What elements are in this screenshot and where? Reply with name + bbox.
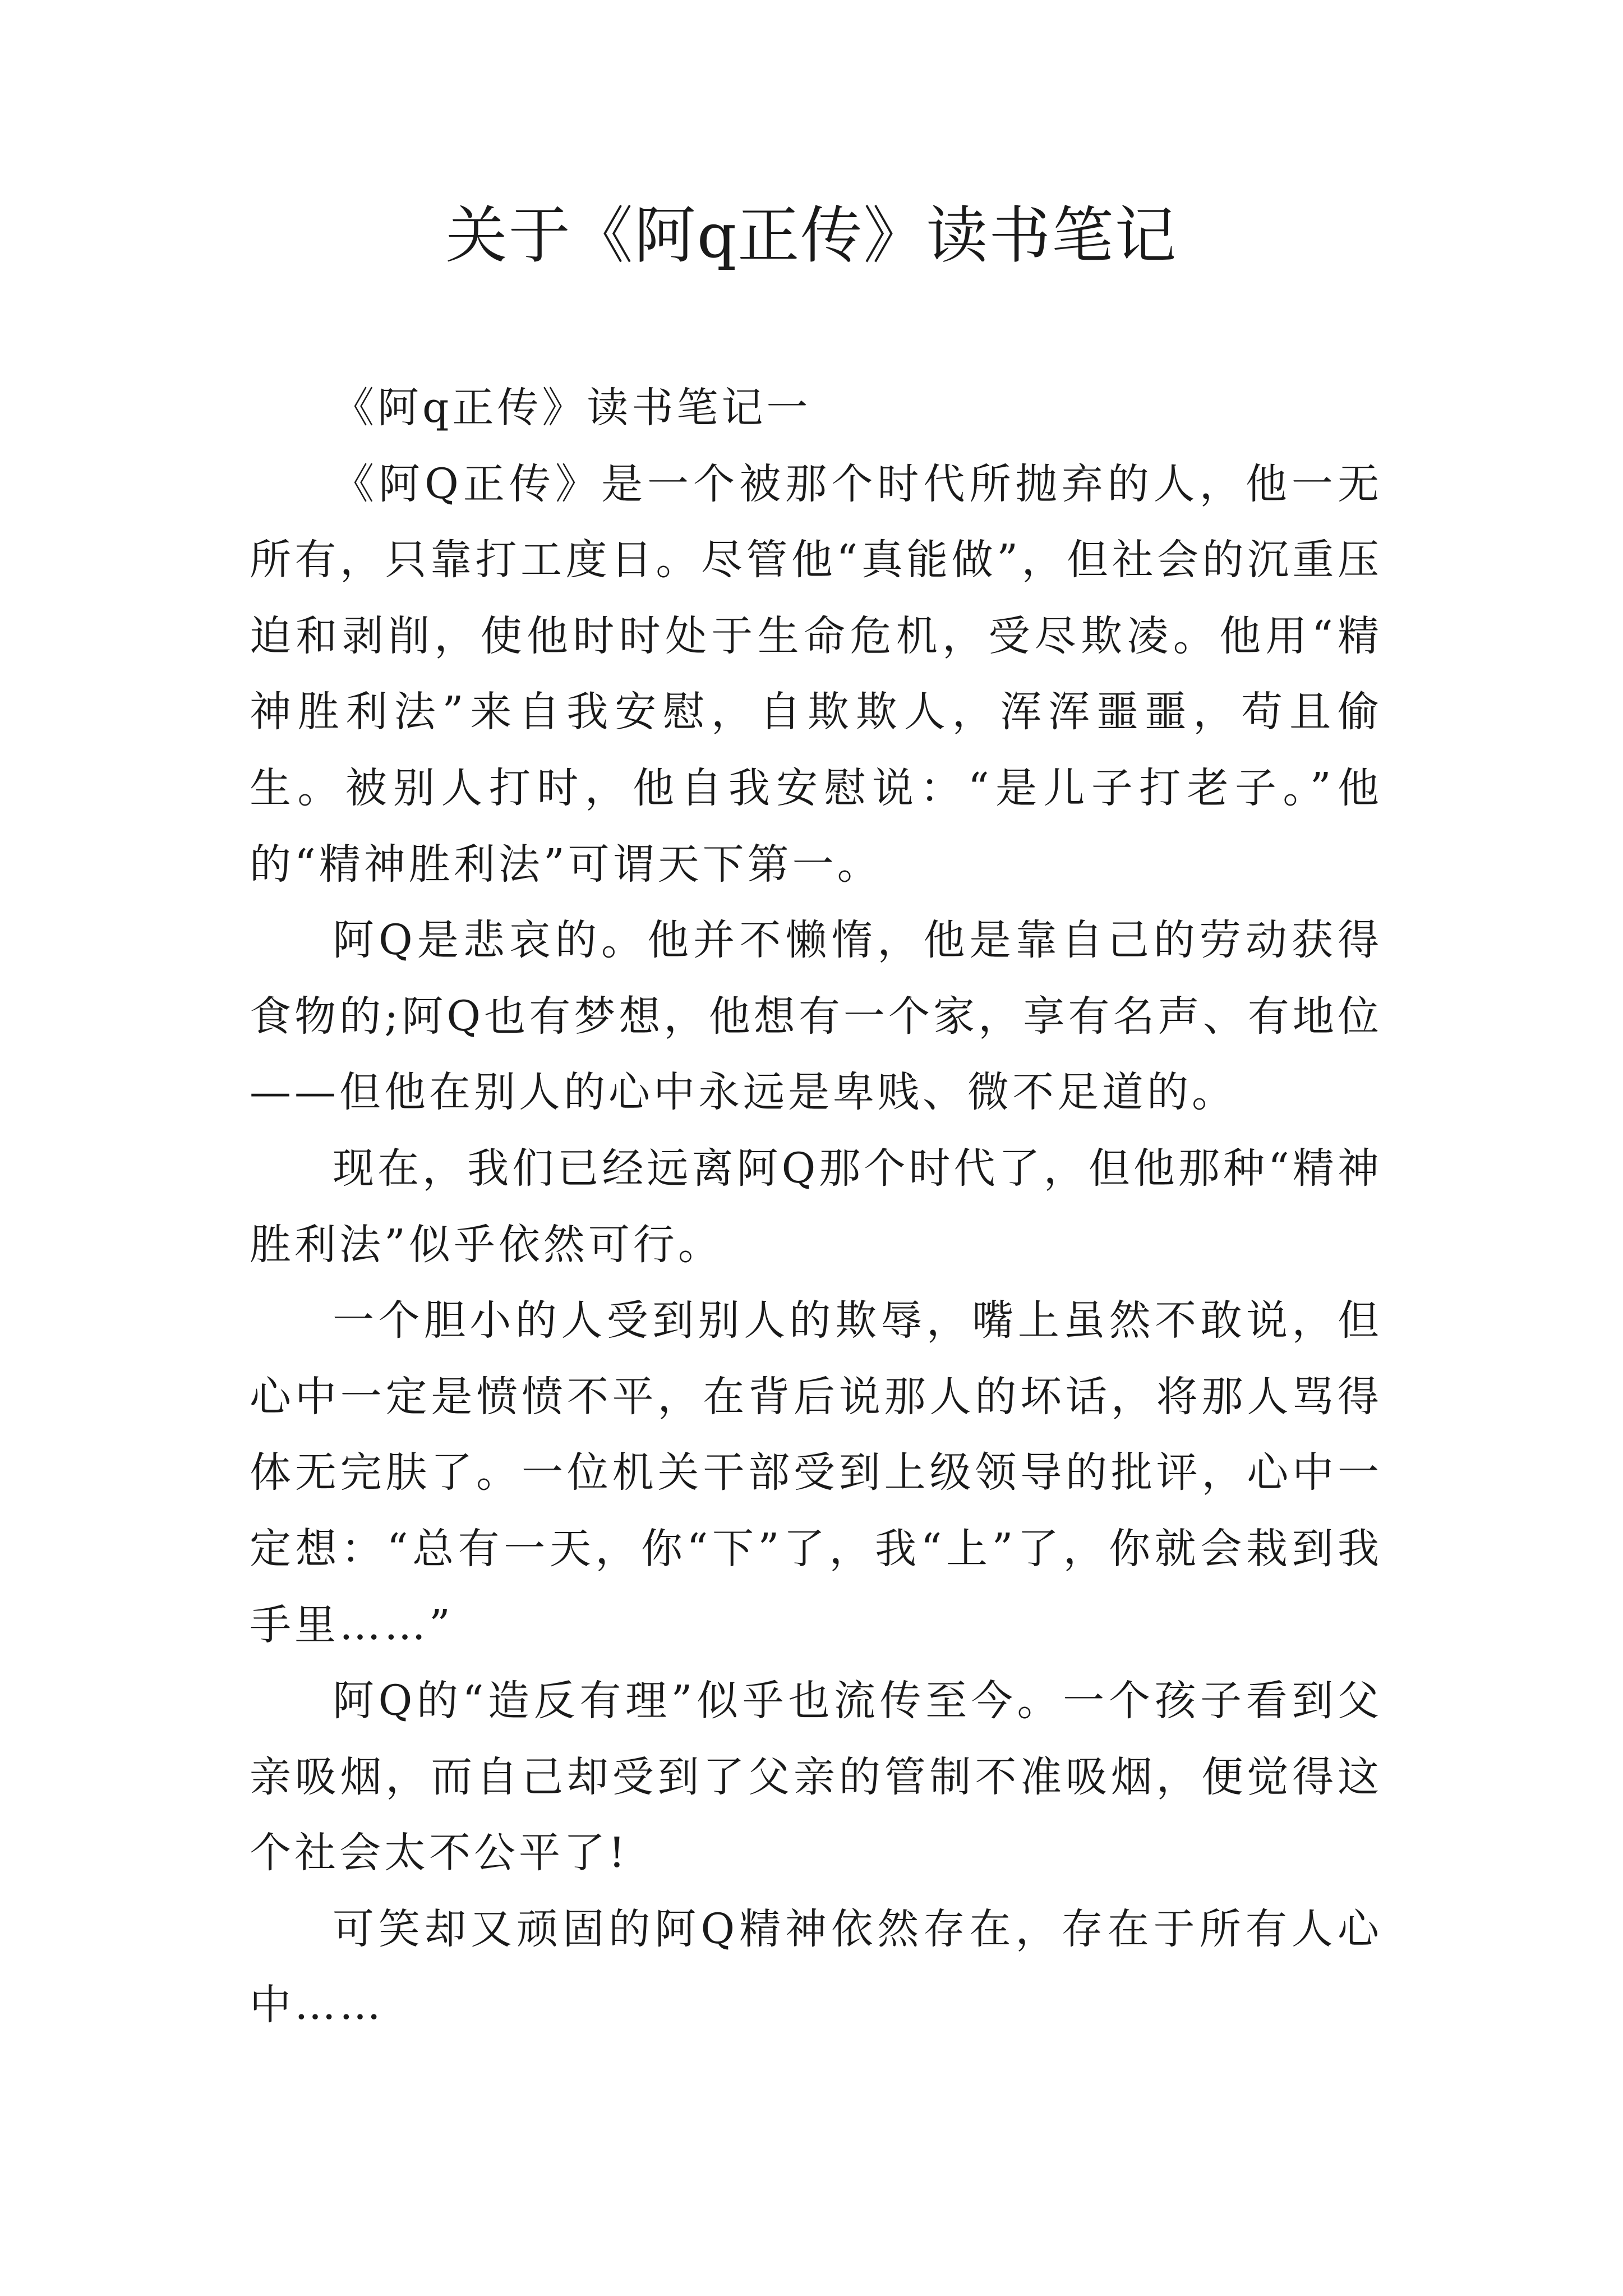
paragraph: 阿Q的“造反有理”似乎也流传至今。一个孩子看到父亲吸烟，而自己却受到了父亲的管制不准吸烟，便觉得这个社会太不公平了! xyxy=(250,1677,1382,1878)
paragraph: 现在，我们已经远离阿Q那个时代了，但他那种“精神胜利法”似乎依然可行。 xyxy=(250,1144,1382,1269)
document-body xyxy=(250,370,1382,2044)
paragraph: 可笑却又顽固的阿Q精神依然存在，存在于所有人心中…… xyxy=(250,1904,1382,2030)
paragraph: 阿Q是悲哀的。他并不懒惰，他是靠自己的劳动获得食物的;阿Q也有梦想，他想有一个家，享有名声、有地位——但他在别人的心中永远是卑贱、微不足道的。 xyxy=(250,916,1382,1117)
paragraph: 《阿Q正传》是一个被那个时代所抛弃的人，他一无所有，只靠打工度日。尽管他“真能做”，但社会的沉重压迫和剥削，使他时时处于生命危机，受尽欺凌。他用“精神胜利法”来自我安慰，自欺欺人，浑浑噩噩，苟且偷生。被别人打时，他自我安慰说：“是儿子打老子。”他的“精神胜利法”可谓天下第一。 xyxy=(250,459,1382,889)
paragraph-subheading: 《阿q正传》读书笔记一 xyxy=(333,384,811,432)
document-title: 关于《阿q正传》读书笔记 xyxy=(445,200,1178,272)
paragraph: 一个胆小的人受到别人的欺辱，嘴上虽然不敢说，但心中一定是愤愤不平，在背后说那人的坏话，将那人骂得体无完肤了。一位机关干部受到上级领导的批评，心中一定想：“总有一天，你“下”了，我“上”了，你就会栽到我手里……” xyxy=(250,1296,1382,1649)
